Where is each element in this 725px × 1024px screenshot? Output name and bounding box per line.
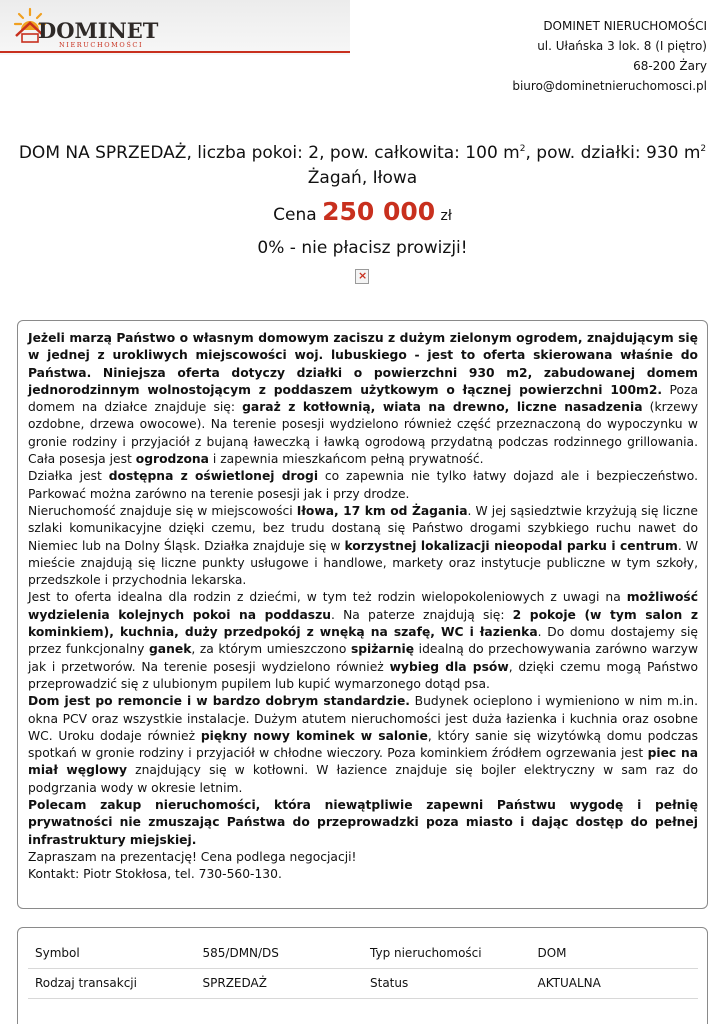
description-segment: Poza domem na działce znajduje się: — [28, 382, 698, 415]
description-segment: Działka jest — [28, 469, 109, 484]
price-currency: zł — [440, 208, 452, 224]
description-bold: ganek — [149, 642, 192, 657]
description-segment: Zapraszam na prezentację! Cena podlega negocjacji! — [28, 849, 357, 864]
description-paragraph — [28, 866, 698, 883]
company-email[interactable]: biuro@dominetnieruchomosci.pl — [512, 79, 707, 93]
details-value: DOM — [531, 938, 699, 968]
description-paragraph — [28, 797, 698, 849]
description-segment: co zapewnia nie tylko łatwy dojazd ale i bezpieczeństwo. Parkować można zarówno na terenie posesji jak i przy drodze. — [28, 469, 698, 501]
description-box — [17, 320, 708, 909]
description-paragraph — [28, 589, 698, 693]
description-segment: . Na paterze znajdują się: — [331, 607, 513, 622]
description-segment: . W mieście znajdują się liczne punkty usługowe i handlowe, markety oraz instytucje publiczne w tym szkoły, przedszkole i przychodnia lekarska. — [28, 538, 698, 588]
description-paragraph — [28, 503, 698, 589]
description-bold: możliwość wydzielenia kolejnych pokoi na poddaszu — [28, 590, 698, 622]
logo-text: DOMINET — [38, 18, 159, 43]
description-segment: Nieruchomość znajduje się w miejscowości — [28, 503, 297, 518]
broken-image-icon[interactable]: × — [355, 269, 369, 284]
details-label: Symbol — [28, 938, 196, 968]
logo-subtext: NIERUCHOMOŚCI — [59, 41, 144, 49]
description-segment: Budynek ocieplono i wymieniono w nim m.in. okna PCV oraz wszystkie instalacje. Dużym atutem nieruchomości jest duża łazienka i kuchnia oraz osobne WC. Uroku dodaje również — [28, 694, 698, 743]
description-paragraph — [28, 330, 698, 468]
description-segment: , za którym umieszczono — [191, 642, 351, 657]
description-paragraph — [28, 849, 698, 866]
company-name: DOMINET NIERUCHOMOŚCI — [543, 19, 707, 33]
description-segment: i zapewnia mieszkańcom pełną prywatność. — [208, 452, 484, 467]
price-row — [0, 197, 725, 231]
description-bold: 2 pokoje (w tym salon z kominkiem), kuchnia, duży przedpokój z wnęką na szafę, WC i łazienka — [28, 607, 698, 640]
company-address-city: 68-200 Żary — [633, 59, 707, 73]
description-bold: dostępna z oświetlonej drogi — [108, 469, 319, 484]
details-box — [17, 927, 708, 1024]
description-segment: , dzięki czemu mogą Państwo przeprowadzić się z ulubionym pupilem lub kupić wymarzonego dotąd psa. — [28, 659, 698, 691]
description-segment: . W jej sąsiedztwie krzyżują się liczne szlaki komunikacyjne dzięki czemu, bez trudu dostaną się Państwo drogami szybkiego ruchu nawet do Niemiec lub na Dolny Śląsk. Działka znajduje się w — [28, 503, 698, 553]
details-label: Typ nieruchomości — [363, 938, 531, 968]
details-label: Rodzaj transakcji — [28, 968, 196, 998]
price-value: 250 000 — [322, 197, 436, 226]
details-value: SPRZEDAŻ — [196, 968, 364, 998]
details-value: 585/DMN/DS — [196, 938, 364, 968]
title-sup-total: 2 — [519, 144, 526, 154]
listing-title — [0, 138, 725, 164]
company-logo[interactable] — [12, 6, 159, 50]
description-bold: Iłowa, 17 km od Żagania — [296, 503, 468, 518]
company-address-street: ul. Ułańska 3 lok. 8 (I piętro) — [537, 39, 707, 53]
description-paragraph — [28, 693, 698, 797]
description-segment: znajdujący się w kotłowni. W łazience znajduje się bojler elektryczny w sam raz do podgrzania wody w okresie letnim. — [28, 763, 699, 795]
title-plot: , pow. działki: 930 m — [525, 143, 701, 163]
description-segment: idealną do przechowywania zarówno warzyw jak i przetworów. Na terenie posesji wydzielono również — [28, 642, 699, 674]
details-table — [28, 938, 698, 999]
description-bold: piec na miał węglowy — [28, 746, 699, 778]
description-bold: ogrodzona — [135, 452, 209, 467]
description-segment: (krzewy ozdobne, drzewa owocowe). Na terenie posesji wydzielono również część przeznaczoną do wypoczynku w gronie rodziny i przyjaciół z bujaną ławeczką i ławką ogrodową przydatną podczas rodzinnego grillowania. Cała posesja jest — [28, 400, 698, 467]
commission-note: 0% - nie płacisz prowizji! — [257, 238, 468, 258]
description-segment: Jest to oferta idealna dla rodzin z dziećmi, w tym też rodzin wielopokoleniowych z uwagi na — [28, 590, 627, 605]
description-bold: korzystnej lokalizacji nieopodal parku i centrum — [344, 538, 678, 553]
details-label: Status — [363, 968, 531, 998]
description-bold: wybieg dla psów — [389, 659, 509, 674]
header-divider — [0, 51, 350, 53]
description-bold: spiżarnię — [350, 642, 415, 657]
price-label: Cena — [273, 205, 317, 225]
description-bold: Polecam zakup nieruchomości, która niewątpliwie zapewni Państwu wygodę i pełnię prywatności nie zmuszając Państwa do przeprowadzki poza miasto i dając dostęp do pełnej infrastruktury miejskiej. — [28, 798, 698, 847]
description-bold: Dom jest po remoncie i w bardzo dobrym standardzie. — [28, 694, 410, 709]
title-main: DOM NA SPRZEDAŻ, liczba pokoi: 2, pow. całkowita: 100 m — [18, 143, 520, 163]
description-bold: Jeżeli marzą Państwo o własnym domowym zaciszu z dużym zielonym ogrodem, znajdującym się w jednej z urokliwych miejscowości woj. lubuskiego - jest to oferta skierowana właśnie do Państwa. Niniejsza oferta dotyczy działki o powierzchni 930 m2, zabudowanej domem jednorodzinnym wolnostojącym z poddaszem użytkowym o łącznej powierzchni 100m2. — [28, 331, 698, 397]
description-bold: piękny nowy kominek w salonie — [200, 728, 428, 743]
description-paragraph — [28, 468, 698, 503]
description-text — [28, 330, 698, 884]
description-bold: garaż z kotłownią, wiata na drewno, liczne nasadzenia — [242, 400, 643, 415]
description-segment: , który sanie się wizytówką domu podczas spotkań w gronie rodziny i przyjaciół w chłodne wieczory. Poza kominkiem źródłem ogrzewania jest — [28, 728, 698, 761]
listing-location: Żagań, Iłowa — [307, 168, 418, 188]
title-sup-plot: 2 — [700, 144, 707, 154]
description-segment: . Do domu dostajemy się przez funkcjonalny — [28, 625, 698, 657]
details-value: AKTUALNA — [531, 968, 699, 998]
details-row — [28, 938, 698, 968]
details-row — [28, 968, 698, 998]
company-contact — [512, 16, 707, 96]
description-segment: Kontakt: Piotr Stokłosa, tel. 730-560-130. — [28, 867, 282, 882]
listing-heading — [0, 138, 725, 259]
